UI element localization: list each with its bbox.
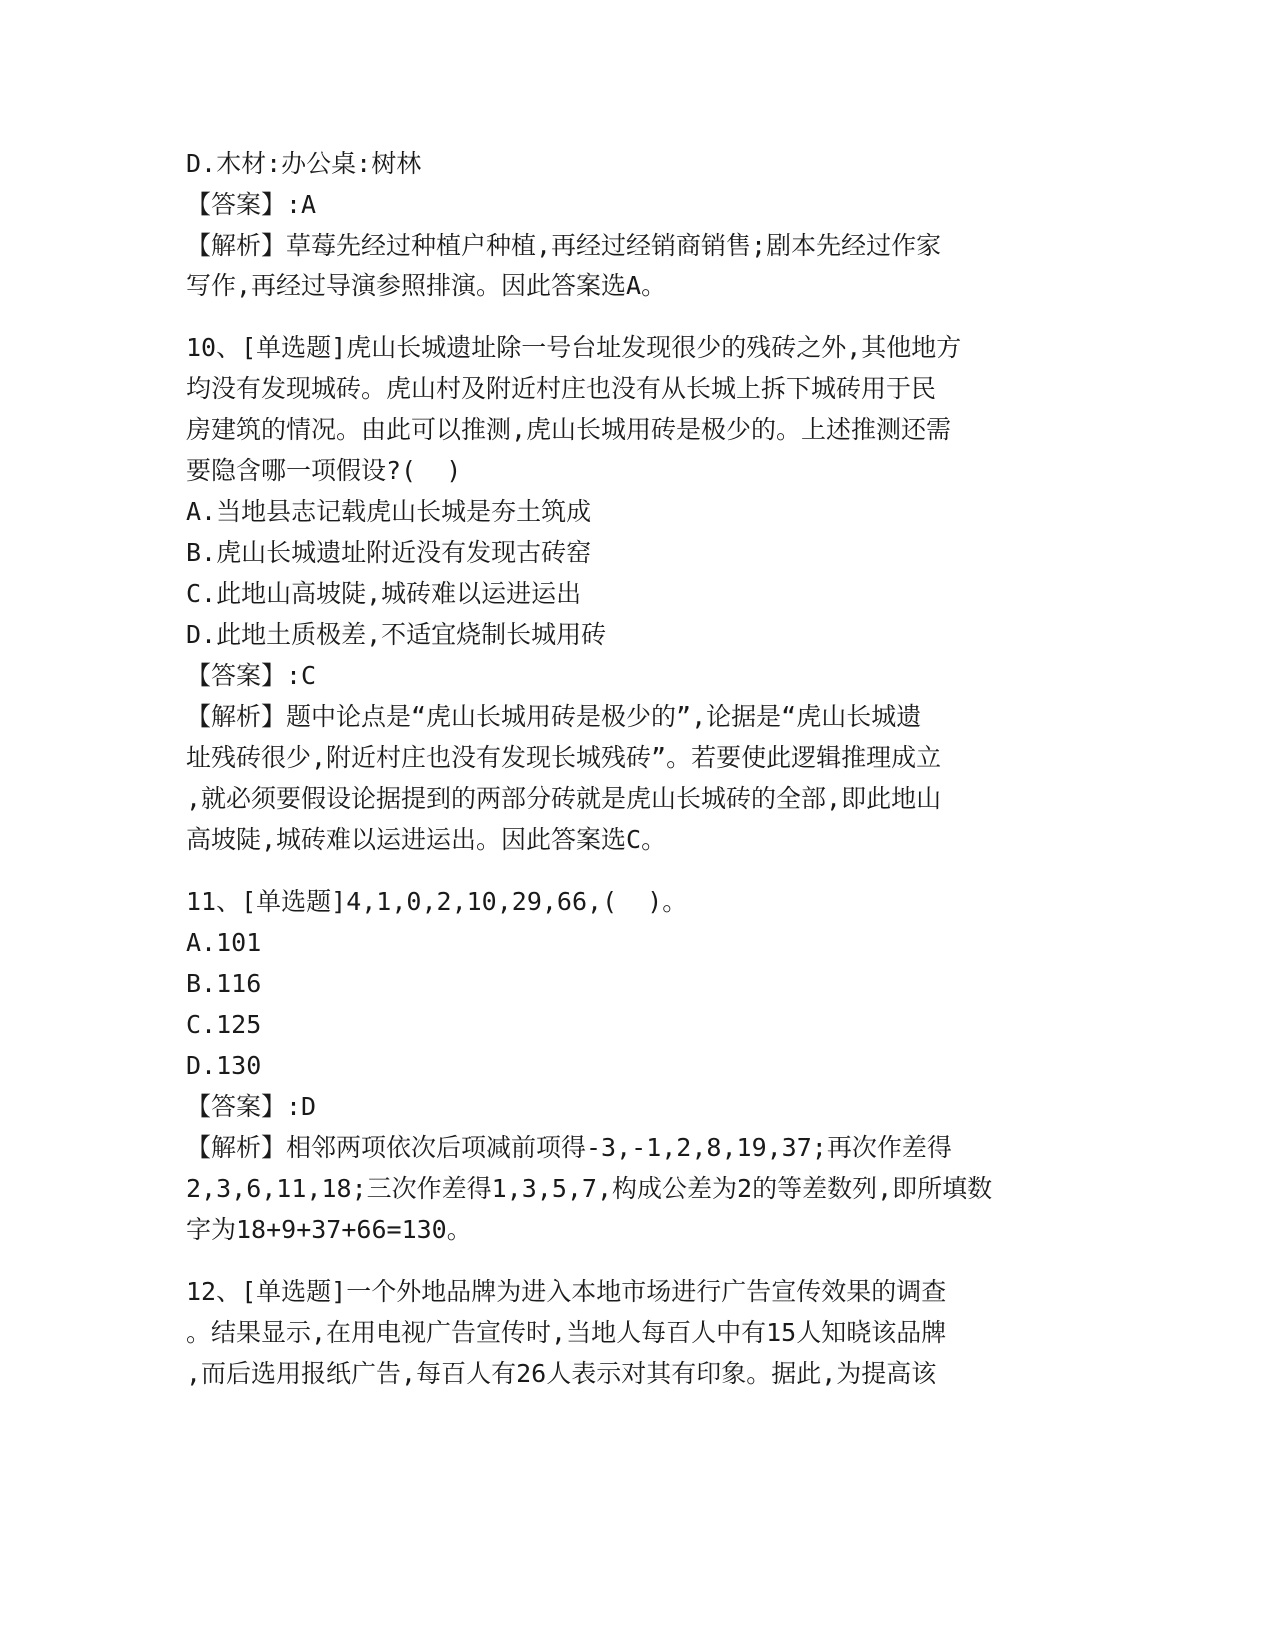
q12-stem-line: 12、[单选题]一个外地品牌为进入本地市场进行广告宣传效果的调查 [186,1277,947,1306]
q11-option-c: C.125 [186,1010,262,1039]
q11-analysis-line: 字为18+9+37+66=130。 [186,1215,472,1244]
q12-stem-line: ,而后选用报纸广告,每百人有26人表示对其有印象。据此,为提高该 [186,1359,937,1388]
q11-answer: 【答案】:D [186,1092,317,1121]
q9-answer: 【答案】:A [186,190,317,219]
q10-option-b: B.虎山长城遗址附近没有发现古砖窑 [186,538,592,567]
q11-option-b: B.116 [186,969,262,998]
q11-analysis-line: 2,3,6,11,18;三次作差得1,3,5,7,构成公差为2的等差数列,即所填数 [186,1174,993,1203]
q11-stem: 11、[单选题]4,1,0,2,10,29,66,( )。 [186,887,688,916]
q10-analysis-line: 址残砖很少,附近村庄也没有发现长城残砖”。若要使此逻辑推理成立 [186,743,942,772]
q11-option-d: D.130 [186,1051,262,1080]
q10-analysis-line: ,就必须要假设论据提到的两部分砖就是虎山长城砖的全部,即此地山 [186,784,942,813]
q10-analysis-line: 【解析】题中论点是“虎山长城用砖是极少的”,论据是“虎山长城遗 [186,702,922,731]
q11-option-a: A.101 [186,928,262,957]
q12-stem-line: 。结果显示,在用电视广告宣传时,当地人每百人中有15人知晓该品牌 [186,1318,947,1347]
q9-analysis-line: 【解析】草莓先经过种植户种植,再经过经销商销售;剧本先经过作家 [186,231,942,260]
q10-stem-line: 均没有发现城砖。虎山村及附近村庄也没有从长城上拆下城砖用于民 [186,374,937,403]
q9-analysis-line: 写作,再经过导演参照排演。因此答案选A。 [186,271,667,300]
q11-analysis-line: 【解析】相邻两项依次后项减前项得-3,-1,2,8,19,37;再次作差得 [186,1133,952,1162]
q10-option-c: C.此地山高坡陡,城砖难以运进运出 [186,579,582,608]
q10-option-a: A.当地县志记载虎山长城是夯土筑成 [186,497,592,526]
q9-option-d: D.木材:办公桌:树林 [186,149,422,178]
q10-stem-line: 房建筑的情况。由此可以推测,虎山长城用砖是极少的。上述推测还需 [186,415,952,444]
q10-analysis-line: 高坡陡,城砖难以运进运出。因此答案选C。 [186,825,667,854]
q10-answer: 【答案】:C [186,661,317,690]
q10-stem-line: 要隐含哪一项假设?( ) [186,456,462,485]
q10-option-d: D.此地土质极差,不适宜烧制长城用砖 [186,620,607,649]
q10-stem-line: 10、[单选题]虎山长城遗址除一号台址发现很少的残砖之外,其他地方 [186,333,962,362]
